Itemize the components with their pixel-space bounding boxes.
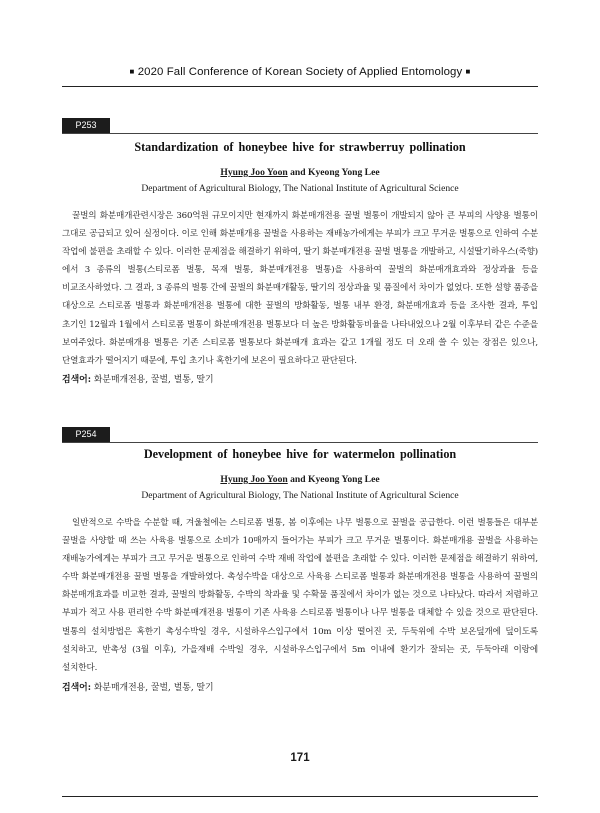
poster-keywords: [62, 680, 538, 693]
poster-authors: [62, 474, 538, 485]
poster-authors: [62, 167, 538, 178]
presenting-author: Hyung Joo Yoon: [220, 474, 288, 485]
keywords-list: 화분매개전용, 꿀벌, 벌통, 딸기: [91, 683, 214, 693]
footer-rule: [62, 796, 538, 797]
poster-affiliation: Department of Agricultural Biology, The National Institute of Agricultural Science: [141, 490, 459, 501]
header-rule: [62, 86, 538, 87]
poster-keywords: [62, 372, 538, 385]
poster-title: Standardization of honeybee hive for strawberruy pollination: [134, 140, 466, 154]
header-text: 2020 Fall Conference of Korean Society of Applied Entomology: [137, 66, 463, 78]
coauthors: and Kyeong Yong Lee: [287, 474, 380, 485]
presenting-author: Hyung Joo Yoon: [220, 167, 288, 178]
keywords-label: 검색어:: [62, 375, 91, 385]
poster-id-badge: P254: [62, 427, 110, 442]
poster-abstract-text: 꿀벌의 화분매개관련시장은 360억원 규모이지만 현재까지 화분매개전용 꿀벌 벌통이 개발되지 않아 큰 부피의 사양용 벌통이 그대로 공급되고 있어 실정이다. 이로 인해 화분매개용 꿀벌을 사용하는 재배농가에게는 부피가 크고 무거운 벌통으로 인하여 수분 작업에 불편을 초래할 수 있다. 이러한 문제점을 해결하기 위하여, 딸기 화분매개전용 꿀벌 벌통을 개발하고, 시설딸기하우스(죽향)에서 3 종류의 벌통(스티로폼 벌통, 목재 벌통, 화분매개전용 벌통)을 사용하여 꿀벌의 화분매개효과와 정상과율 등을 비교조사하였다. 그 결과, 3 종류의 벌통 간에 꿀벌의 화분매개활동, 딸기의 정상과율 및 품질에서 차이가 없었다. 또한 설향 품종을 대상으로 스티로폼 벌통과 화분매개전용 벌통에 대한 꿀벌의 방화활동, 벌통 내부 환경, 화분매개효과 등을 조사한 결과, 투입 초기인 12월과 1월에서 스티로폼 벌통이 화분매개전용 벌통보다 더 높은 방화활동비율을 나타내었으나 2월 이후부터 같은 수준을 보여주었다. 화분매개용 벌통은 기존 스티로폼 벌통보다 화분매개 효과는 같고 1개월 정도 더 오래 쓸 수 있는 장점은 있으나, 단열효과가 떨어지기 때문에, 투입 초기나 혹한기에 보온이 필요하다고 판단된다.: [62, 211, 538, 366]
poster-id-badge: P253: [62, 118, 110, 133]
running-header: [62, 66, 538, 78]
poster-title: Development of honeybee hive for watermelon pollination: [143, 447, 457, 461]
keywords-label: 검색어:: [62, 683, 91, 693]
coauthors: and Kyeong Yong Lee: [287, 167, 380, 178]
poster-affiliation: Department of Agricultural Biology, The National Institute of Agricultural Science: [141, 183, 459, 194]
keywords-list: 화분매개전용, 꿀벌, 벌통, 딸기: [91, 375, 214, 385]
page-number: 171: [290, 752, 310, 764]
poster-rule: [62, 442, 538, 443]
header-square-icon: ■: [465, 67, 471, 76]
header-square-icon: ■: [129, 67, 135, 76]
poster-rule: [62, 133, 538, 134]
poster-abstract-text: 일반적으로 수박을 수분할 때, 겨울철에는 스티로폼 벌통, 봄 이후에는 나무 벌통으로 꿀벌을 공급한다. 이런 벌통들은 대부분 꿀벌을 사양할 때 쓰는 사육용 벌통으로 소비가 10매까지 들어가는 부피가 크고 무거운 벌통이다. 화분매개용 꿀벌을 사용하는 재배농가에게는 부피가 크고 무거운 벌통으로 인하여 수박 재배 작업에 불편을 초래할 수 있다. 이러한 문제점을 해결하기 위하여, 수박 화분매개전용 꿀벌 벌통을 개발하였다. 촉성수박을 대상으로 사육용 스티로폼 벌통과 화분매개전용 벌통을 사용하여 꿀벌의 화분매개효과를 비교한 결과, 꿀벌의 방화활동, 수박의 착과율 및 수확물 품질에서 차이가 없는 것으로 나타났다. 따라서 저렴하고 부피가 적고 사용 편리한 수박 화분매개전용 벌통이 기존 사육용 스티로폼 벌통이나 나무 벌통을 대체할 수 있을 것으로 판단된다. 벌통의 설치방법은 혹한기 촉성수박일 경우, 시설하우스입구에서 10m 이상 떨어진 곳, 두둑위에 수박 보온덮개에 덮이도록 설치하고, 반촉성 (3월 이후), 가을재배 수박일 경우, 시설하우스입구에서 5m 이내에 환기가 잘되는 곳, 두둑아래 이랑에 설치한다.: [62, 518, 538, 673]
